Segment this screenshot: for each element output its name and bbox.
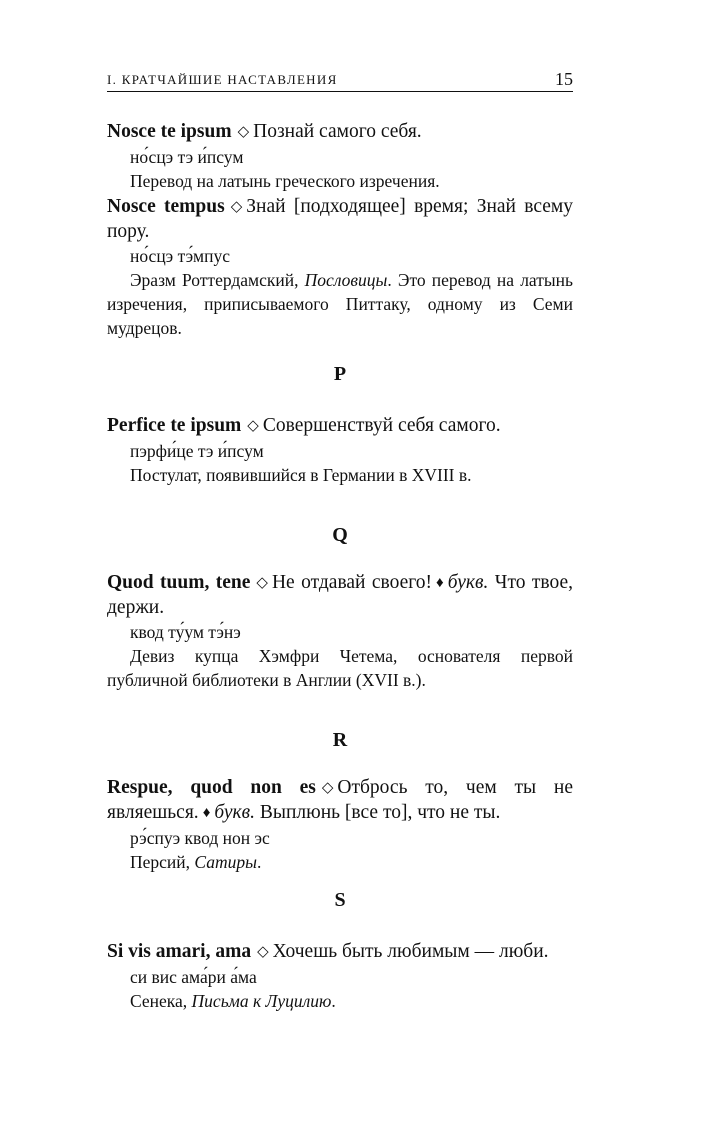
- entry-note: Постулат, появившийся в Германии в XVIII в.: [130, 465, 472, 485]
- letter-heading-s: S: [334, 889, 346, 911]
- entry-note: Перевод на латынь греческого изречения.: [130, 171, 440, 191]
- note-work: Сатиры: [194, 852, 257, 872]
- entry-note: [130, 850, 573, 874]
- note-work: Пословицы: [304, 270, 388, 290]
- letter-heading-p: P: [333, 363, 347, 385]
- literal-translation: Выплюнь [все то], что не ты.: [259, 802, 501, 823]
- entry-si-vis-amari-ama: [107, 940, 573, 1013]
- open-diamond-icon: ◇: [256, 575, 268, 591]
- note-author: Сенека,: [130, 991, 188, 1011]
- latin-phrase: Perfice te ipsum: [107, 415, 242, 436]
- translation: Хочешь быть любимым — люби.: [272, 941, 549, 962]
- running-title: I. КРАТЧАЙШИЕ НАСТАВЛЕНИЯ: [107, 72, 338, 87]
- note-end: .: [331, 991, 336, 1011]
- transliteration: пэрфи́це тэ и́псум: [130, 441, 264, 461]
- entry-note: [107, 268, 573, 340]
- translation: Познай самого себя.: [253, 121, 422, 142]
- letter-heading-q: Q: [332, 524, 348, 546]
- translation: Не отдавай своего!: [271, 572, 433, 593]
- latin-phrase: Quod tuum, tene: [107, 572, 251, 593]
- open-diamond-icon: ◇: [247, 418, 259, 434]
- transliteration: си вис ама́ри а́ма: [130, 967, 257, 987]
- entry-nosce-tempus: [107, 195, 573, 340]
- entry-perfice-te-ipsum: [107, 414, 573, 487]
- letter-heading-r: R: [332, 729, 348, 751]
- latin-phrase: Si vis amari, ama: [107, 941, 252, 962]
- entry-headline: [107, 120, 573, 145]
- latin-phrase: Respue, quod non es: [107, 777, 316, 798]
- entry-quod-tuum-tene: [107, 571, 573, 692]
- open-diamond-icon: ◇: [257, 944, 269, 960]
- entry-headline: [107, 940, 573, 965]
- literal-marker: букв.: [447, 572, 489, 593]
- translation: Знай [подходящее] время; Знай всему пору.: [107, 196, 574, 242]
- entry-nosce-te-ipsum: [107, 120, 573, 193]
- entry-respue-quod-non-es: [107, 776, 573, 874]
- entry-headline: [107, 776, 573, 826]
- entry-headline: [107, 571, 573, 620]
- running-header: [107, 62, 573, 92]
- transliteration: квод ту́ум тэ́нэ: [130, 622, 241, 642]
- literal-translation: Что твое, держи.: [107, 572, 573, 618]
- page-number: 15: [555, 69, 573, 89]
- note-author: Эразм Роттердамский,: [130, 270, 299, 290]
- open-diamond-icon: ◇: [321, 780, 334, 796]
- literal-marker: букв.: [214, 802, 256, 823]
- transliteration: но́сцэ тэ и́псум: [130, 147, 244, 167]
- note-rest: . Это перевод на латынь изречения, приписываемого Питтаку, одному из Семи мудрецов.: [107, 270, 574, 338]
- open-diamond-icon: ◇: [237, 124, 250, 140]
- entry-note: Девиз купца Хэмфри Четема, основателя первой публичной библиотеки в Англии (XVII в.).: [107, 646, 573, 690]
- note-end: .: [256, 852, 262, 872]
- latin-phrase: Nosce tempus: [107, 196, 225, 217]
- translation: Совершенствуй себя самого.: [262, 415, 501, 436]
- entry-note: [130, 989, 573, 1013]
- transliteration: рэ́спуэ квод нон эс: [130, 828, 270, 848]
- open-diamond-icon: ◇: [230, 199, 243, 215]
- entry-headline: [107, 414, 573, 439]
- note-author: Персий,: [130, 852, 191, 872]
- latin-phrase: Nosce te ipsum: [107, 121, 232, 142]
- solid-diamond-icon: ♦: [202, 805, 211, 821]
- transliteration: но́сцэ тэ́мпус: [130, 246, 230, 266]
- solid-diamond-icon: ♦: [436, 575, 444, 591]
- translation: Отбрось то, чем ты не являешься.: [107, 777, 573, 823]
- entry-headline: [107, 195, 573, 244]
- note-work: Письма к Луцилию: [191, 991, 332, 1011]
- book-page: [107, 62, 573, 1013]
